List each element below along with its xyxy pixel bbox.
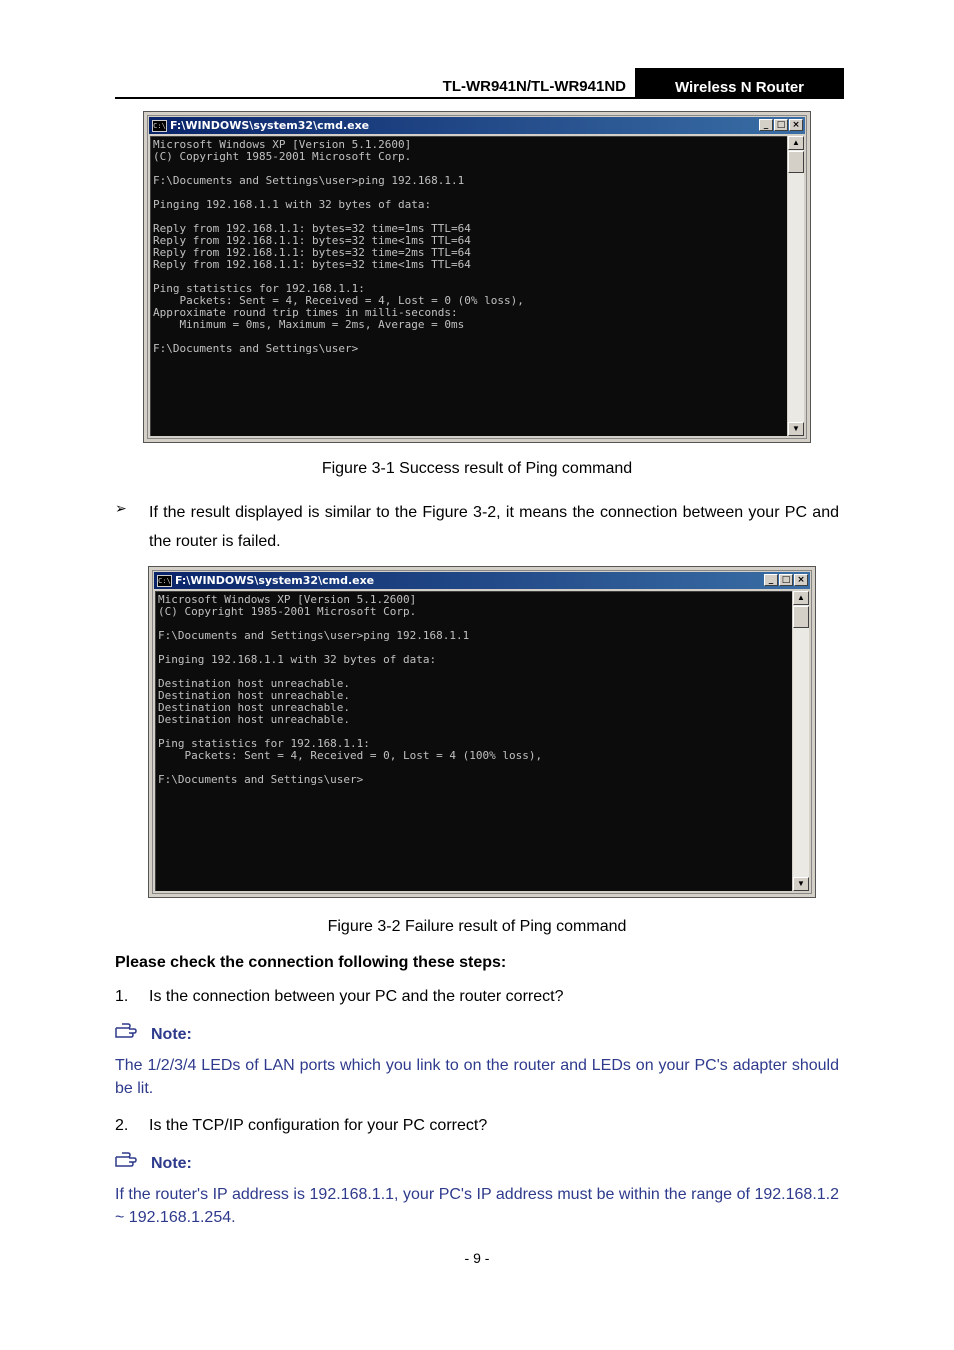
scroll-down-button[interactable]: ▼ bbox=[788, 422, 804, 436]
console-line: Pinging 192.168.1.1 with 32 bytes of data: bbox=[153, 198, 432, 211]
console-line: Reply from 192.168.1.1: bytes=32 time=2ms TTL=64 bbox=[153, 246, 471, 259]
note-label-text: Note: bbox=[151, 1026, 192, 1043]
figure-2-screenshot bbox=[148, 566, 816, 898]
header-divider bbox=[115, 97, 844, 99]
pointing-hand-icon bbox=[115, 1023, 151, 1044]
console-line: Packets: Sent = 4, Received = 4, Lost = 0 (0% loss), bbox=[153, 294, 524, 307]
note-label-text: Note: bbox=[151, 1155, 192, 1172]
note-1-label bbox=[115, 1023, 192, 1044]
vertical-scrollbar[interactable] bbox=[793, 591, 809, 891]
console-line: Destination host unreachable. bbox=[158, 677, 351, 690]
figure-1-caption: Figure 3-1 Success result of Ping command bbox=[321, 460, 633, 477]
close-button[interactable]: × bbox=[794, 574, 808, 586]
step-text: Is the connection between your PC and the router correct? bbox=[149, 988, 564, 1005]
header-product: Wireless N Router bbox=[635, 68, 844, 99]
console-line: Destination host unreachable. bbox=[158, 701, 351, 714]
maximize-button[interactable]: □ bbox=[774, 119, 788, 131]
maximize-button[interactable]: □ bbox=[779, 574, 793, 586]
console-line: Approximate round trip times in milli-seconds: bbox=[153, 306, 458, 319]
console-line: (C) Copyright 1985-2001 Microsoft Corp. bbox=[158, 605, 417, 618]
note-2-text: If the router's IP address is 192.168.1.1, your PC's IP address must be within the range of 192.168.1.2 ~ 192.168.1.254. bbox=[115, 1186, 839, 1226]
step-2 bbox=[115, 1117, 487, 1135]
console-text bbox=[151, 137, 787, 355]
note-2-label bbox=[115, 1152, 192, 1173]
close-button[interactable]: × bbox=[789, 119, 803, 131]
figure-1-screenshot bbox=[143, 111, 811, 443]
console-line: F:\Documents and Settings\user> bbox=[153, 342, 359, 355]
window-titlebar bbox=[149, 117, 805, 134]
steps-heading: Please check the connection following these steps: bbox=[115, 954, 507, 971]
console-line: Packets: Sent = 4, Received = 0, Lost = 4 (100% loss), bbox=[158, 749, 543, 762]
window-title: F:\WINDOWS\system32\cmd.exe bbox=[175, 574, 375, 587]
bullet-arrow-icon: ➢ bbox=[115, 500, 127, 516]
console-line: (C) Copyright 1985-2001 Microsoft Corp. bbox=[153, 150, 412, 163]
console-line: Reply from 192.168.1.1: bytes=32 time=1ms TTL=64 bbox=[153, 222, 471, 235]
console-line: Minimum = 0ms, Maximum = 2ms, Average = 0ms bbox=[153, 318, 465, 331]
scroll-up-button[interactable]: ▲ bbox=[793, 591, 809, 605]
scroll-thumb[interactable] bbox=[793, 606, 809, 628]
console-line: Microsoft Windows XP [Version 5.1.2600] bbox=[153, 138, 412, 151]
window-controls bbox=[758, 119, 803, 132]
cmd-icon: C:\ bbox=[153, 121, 166, 130]
console-output[interactable] bbox=[150, 136, 787, 436]
console-line: Pinging 192.168.1.1 with 32 bytes of data: bbox=[158, 653, 437, 666]
console-line: F:\Documents and Settings\user> bbox=[158, 773, 364, 786]
window-controls bbox=[763, 574, 808, 587]
minimize-button[interactable]: _ bbox=[759, 119, 773, 131]
console-line: F:\Documents and Settings\user>ping 192.168.1.1 bbox=[158, 629, 470, 642]
pointing-hand-icon bbox=[115, 1152, 151, 1173]
step-text: Is the TCP/IP configuration for your PC correct? bbox=[149, 1117, 488, 1134]
console-line: Reply from 192.168.1.1: bytes=32 time<1ms TTL=64 bbox=[153, 234, 471, 247]
console-line: Reply from 192.168.1.1: bytes=32 time<1ms TTL=64 bbox=[153, 258, 471, 271]
console-line: Destination host unreachable. bbox=[158, 713, 351, 726]
minimize-button[interactable]: _ bbox=[764, 574, 778, 586]
window-titlebar bbox=[154, 572, 810, 589]
cmd-window-1 bbox=[147, 115, 807, 439]
scroll-down-button[interactable]: ▼ bbox=[793, 877, 809, 891]
scroll-thumb[interactable] bbox=[788, 151, 804, 173]
step-number: 1. bbox=[115, 988, 129, 1005]
step-number: 2. bbox=[115, 1117, 129, 1134]
header-model: TL-WR941N/TL-WR941ND bbox=[442, 78, 626, 95]
window-title: F:\WINDOWS\system32\cmd.exe bbox=[170, 119, 370, 132]
console-line: Ping statistics for 192.168.1.1: bbox=[153, 282, 365, 295]
bullet-text: If the result displayed is similar to the Figure 3-2, it means the connection between your PC and the router is failed. bbox=[149, 504, 839, 550]
console-text bbox=[156, 592, 792, 786]
figure-2-caption: Figure 3-2 Failure result of Ping command bbox=[327, 918, 627, 935]
console-line: F:\Documents and Settings\user>ping 192.168.1.1 bbox=[153, 174, 465, 187]
console-line: Microsoft Windows XP [Version 5.1.2600] bbox=[158, 593, 417, 606]
console-line: Destination host unreachable. bbox=[158, 689, 351, 702]
cmd-window-2 bbox=[152, 570, 812, 894]
vertical-scrollbar[interactable] bbox=[788, 136, 804, 436]
console-output[interactable] bbox=[155, 591, 792, 891]
scroll-up-button[interactable]: ▲ bbox=[788, 136, 804, 150]
page-number: - 9 - bbox=[464, 1250, 490, 1266]
console-line: Ping statistics for 192.168.1.1: bbox=[158, 737, 370, 750]
note-1-text: The 1/2/3/4 LEDs of LAN ports which you link to on the router and LEDs on your PC's adapter should be lit. bbox=[115, 1057, 839, 1097]
cmd-icon: C:\ bbox=[158, 576, 171, 585]
step-1 bbox=[115, 988, 563, 1006]
